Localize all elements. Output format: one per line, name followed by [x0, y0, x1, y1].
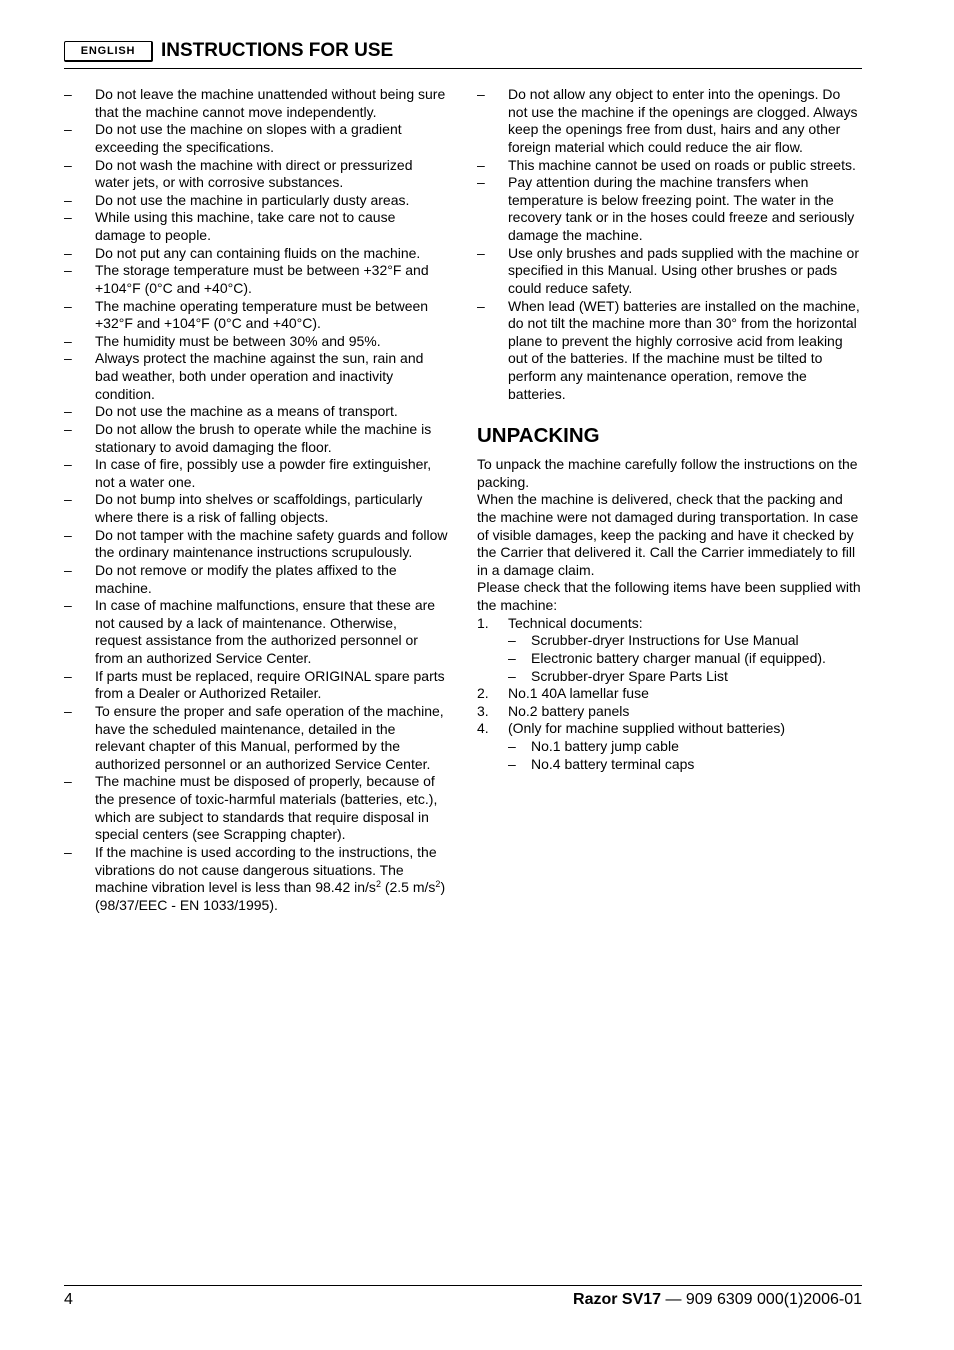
- footer-divider: [64, 1285, 862, 1286]
- section-heading: UNPACKING: [477, 424, 600, 447]
- product-name: Razor SV17: [573, 1291, 662, 1308]
- item-text: No.2 battery panels: [508, 702, 630, 719]
- safety-rule-text: The machine must be disposed of properly, because of the presence of toxic-harmful materials (batteries, etc.), which are subject to standards that require disposal in special centers (see Scrapping chapter).: [95, 773, 438, 843]
- dash-bullet: –: [64, 702, 72, 719]
- supplied-subitem: [477, 668, 877, 686]
- language-label: ENGLISH: [80, 45, 136, 57]
- safety-rule-text: Do not use the machine as a means of transport.: [95, 403, 398, 420]
- safety-rule-text: Do not put any can containing fluids on the machine.: [95, 244, 421, 261]
- safety-rule-item: [64, 192, 454, 210]
- safety-rule-text: Do not leave the machine unattended without being sure that the machine cannot move independently.: [95, 86, 446, 120]
- safety-rule-item: [64, 773, 454, 844]
- safety-rule-text: The machine operating temperature must be between +32°F and +104°F (0°C and +40°C).: [95, 297, 429, 332]
- safety-rule-item: [64, 121, 454, 156]
- dash-bullet: –: [477, 156, 485, 173]
- dash-bullet: –: [508, 755, 516, 772]
- safety-rule-text: In case of machine malfunctions, ensure that these are not caused by a lack of maintenance. Otherwise, request assistance from the authorized personnel or from an authorized Service Center.: [95, 597, 436, 666]
- superscript: 2: [375, 879, 381, 890]
- safety-rule-text: Do not allow any object to enter into the openings. Do not use the machine if the openings are clogged. Always keep the openings free from dust, hairs and any other foreign material which could reduce the air flow.: [508, 86, 858, 155]
- vibration-note-text: ) (98/37/EEC - EN 1033/1995).: [95, 879, 446, 913]
- dash-bullet: –: [64, 297, 72, 314]
- dash-bullet: –: [477, 297, 485, 314]
- page-number: 4: [64, 1291, 73, 1308]
- dash-bullet: –: [508, 632, 516, 649]
- supplied-subitem: [477, 650, 877, 668]
- safety-rule-text: To ensure the proper and safe operation of the machine, have the scheduled maintenance, detailed in the relevant chapter of this Manual, performed by the authorized personnel or an authorized Service Center.: [95, 702, 444, 772]
- safety-rule-text: Do not bump into shelves or scaffoldings, particularly where there is a risk of falling objects.: [95, 491, 423, 525]
- subitem-text: No.4 battery terminal caps: [531, 755, 695, 772]
- dash-bullet: –: [64, 456, 72, 473]
- safety-rule-text: While using this machine, take care not to cause damage to people.: [95, 209, 396, 243]
- subitem-text: Electronic battery charger manual (if equipped).: [531, 649, 826, 666]
- dash-bullet: –: [64, 403, 72, 420]
- dash-bullet: –: [64, 209, 72, 226]
- dash-bullet: –: [64, 773, 72, 790]
- document-code: 909 6309 000(1)2006-01: [685, 1291, 862, 1308]
- safety-rule-text: In case of fire, possibly use a powder fire extinguisher, not a water one.: [95, 456, 432, 490]
- supplied-item: [477, 685, 877, 703]
- document-reference: [573, 1291, 862, 1309]
- safety-rule-text: Do not allow the brush to operate while the machine is stationary to avoid damaging the floor.: [95, 420, 432, 455]
- safety-rule-item: [477, 86, 877, 157]
- supplied-item: [477, 615, 877, 633]
- item-text: (Only for machine supplied without batteries): [508, 720, 786, 737]
- dash-bullet: –: [64, 350, 72, 367]
- safety-rule-text: Pay attention during the machine transfers when temperature is below freezing point. The water in the recovery tank or in the hoses could freeze and seriously damage the machine.: [508, 174, 855, 243]
- safety-rule-item: [64, 456, 454, 491]
- safety-rule-item: [477, 245, 877, 298]
- paragraph: When the machine is delivered, check that the packing and the machine were not damaged during transportation. In case of visible damages, keep the packing and have it checked by the Carrier that delivered it. Call the Carrier immediately to fill in a damage claim.: [477, 491, 859, 578]
- page-title: INSTRUCTIONS FOR USE: [161, 40, 394, 61]
- safety-rule-item: [64, 703, 454, 774]
- safety-rule-text: Do not use the machine on slopes with a gradient exceeding the specifications.: [95, 121, 402, 155]
- dash-bullet: –: [64, 121, 72, 138]
- safety-rule-text: Always protect the machine against the sun, rain and bad weather, both under operation and inactivity condition.: [95, 350, 424, 402]
- item-number: 1.: [477, 614, 489, 631]
- subitem-text: No.1 battery jump cable: [531, 738, 679, 754]
- safety-rule-text: Do not remove or modify the plates affixed to the machine.: [95, 561, 397, 596]
- item-text: Technical documents:: [508, 614, 643, 631]
- supplied-subitem: [477, 738, 877, 756]
- supplied-item: [477, 703, 877, 721]
- safety-rule-text: If parts must be replaced, require ORIGINAL spare parts from a Dealer or Authorized Retailer.: [95, 667, 445, 702]
- vibration-note-text: If the machine is used according to the instructions, the vibrations do not cause dangerous situations. The machine vibration level is less than 98.42 in/s: [95, 843, 437, 896]
- safety-rule-item: [64, 562, 454, 597]
- dash-bullet: –: [64, 86, 72, 102]
- item-number: 3.: [477, 702, 489, 719]
- safety-rule-item: [64, 597, 454, 668]
- dash-bullet: –: [64, 156, 72, 173]
- safety-rule-item: [64, 86, 454, 121]
- dash-bullet: –: [64, 597, 72, 614]
- safety-rule-item: [477, 174, 877, 245]
- item-number: 4.: [477, 720, 489, 737]
- safety-rules-left-column: [64, 86, 454, 914]
- item-number: 2.: [477, 685, 489, 702]
- dash-bullet: –: [64, 843, 72, 860]
- safety-rule-item: [64, 527, 454, 562]
- language-badge: [64, 41, 153, 62]
- separator: —: [665, 1291, 682, 1308]
- dash-bullet: –: [508, 667, 516, 684]
- dash-bullet: –: [64, 491, 72, 508]
- safety-rule-text: The humidity must be between 30% and 95%.: [95, 332, 381, 349]
- safety-rule-item: [64, 157, 454, 192]
- supplied-item: [477, 720, 877, 738]
- dash-bullet: –: [64, 262, 72, 279]
- dash-bullet: –: [64, 244, 72, 261]
- safety-rule-item: [64, 209, 454, 244]
- safety-rule-item: [477, 157, 877, 175]
- dash-bullet: –: [508, 738, 516, 754]
- subitem-text: Scrubber-dryer Instructions for Use Manual: [531, 632, 799, 649]
- dash-bullet: –: [477, 86, 485, 102]
- vibration-note-text: (2.5 m/s: [380, 879, 436, 896]
- safety-rule-text: Do not tamper with the machine safety guards and follow the ordinary maintenance instructions scrupulously.: [95, 526, 448, 561]
- safety-rule-text: Use only brushes and pads supplied with the machine or specified in this Manual. Using other brushes or pads could reduce safety.: [508, 244, 859, 296]
- superscript: 2: [435, 879, 441, 890]
- safety-rule-text: The storage temperature must be between +32°F and +104°F (0°C and +40°C).: [95, 262, 429, 296]
- safety-rule-text: When lead (WET) batteries are installed on the machine, do not tilt the machine more than 30° from the horizontal plane to prevent the highly corrosive acid from leaking out of the batteries. If the machine must be tilted to perform any maintenance operation, remove the batteries.: [508, 297, 860, 402]
- paragraph: Please check that the following items have been supplied with the machine:: [477, 579, 861, 613]
- safety-rule-item: [477, 298, 877, 404]
- dash-bullet: –: [64, 420, 72, 437]
- item-text: No.1 40A lamellar fuse: [508, 685, 649, 702]
- safety-rule-item: [64, 245, 454, 263]
- safety-rule-item: [64, 491, 454, 526]
- safety-rules-right-column: [477, 86, 877, 403]
- dash-bullet: –: [64, 561, 72, 578]
- supplied-subitem: [477, 632, 877, 650]
- dash-bullet: –: [64, 526, 72, 543]
- vibration-note-item: [64, 844, 454, 915]
- unpacking-body: [477, 456, 877, 773]
- safety-rule-item: [64, 668, 454, 703]
- safety-rule-text: Do not use the machine in particularly dusty areas.: [95, 191, 410, 208]
- safety-rule-item: [64, 350, 454, 403]
- safety-rule-item: [64, 298, 454, 333]
- dash-bullet: –: [508, 649, 516, 666]
- unpacking-section: [477, 424, 877, 773]
- supplied-subitem: [477, 756, 877, 774]
- safety-rule-item: [64, 262, 454, 297]
- dash-bullet: –: [64, 191, 72, 208]
- dash-bullet: –: [477, 174, 485, 191]
- dash-bullet: –: [64, 667, 72, 684]
- safety-rule-item: [64, 421, 454, 456]
- header-divider: [64, 68, 862, 69]
- safety-rule-text: Do not wash the machine with direct or pressurized water jets, or with corrosive substances.: [95, 156, 413, 191]
- safety-rule-item: [64, 403, 454, 421]
- dash-bullet: –: [477, 244, 485, 261]
- subitem-text: Scrubber-dryer Spare Parts List: [531, 667, 728, 684]
- paragraph: To unpack the machine carefully follow the instructions on the packing.: [477, 456, 858, 490]
- safety-rule-text: This machine cannot be used on roads or public streets.: [508, 156, 856, 173]
- safety-rule-item: [64, 333, 454, 351]
- dash-bullet: –: [64, 332, 72, 349]
